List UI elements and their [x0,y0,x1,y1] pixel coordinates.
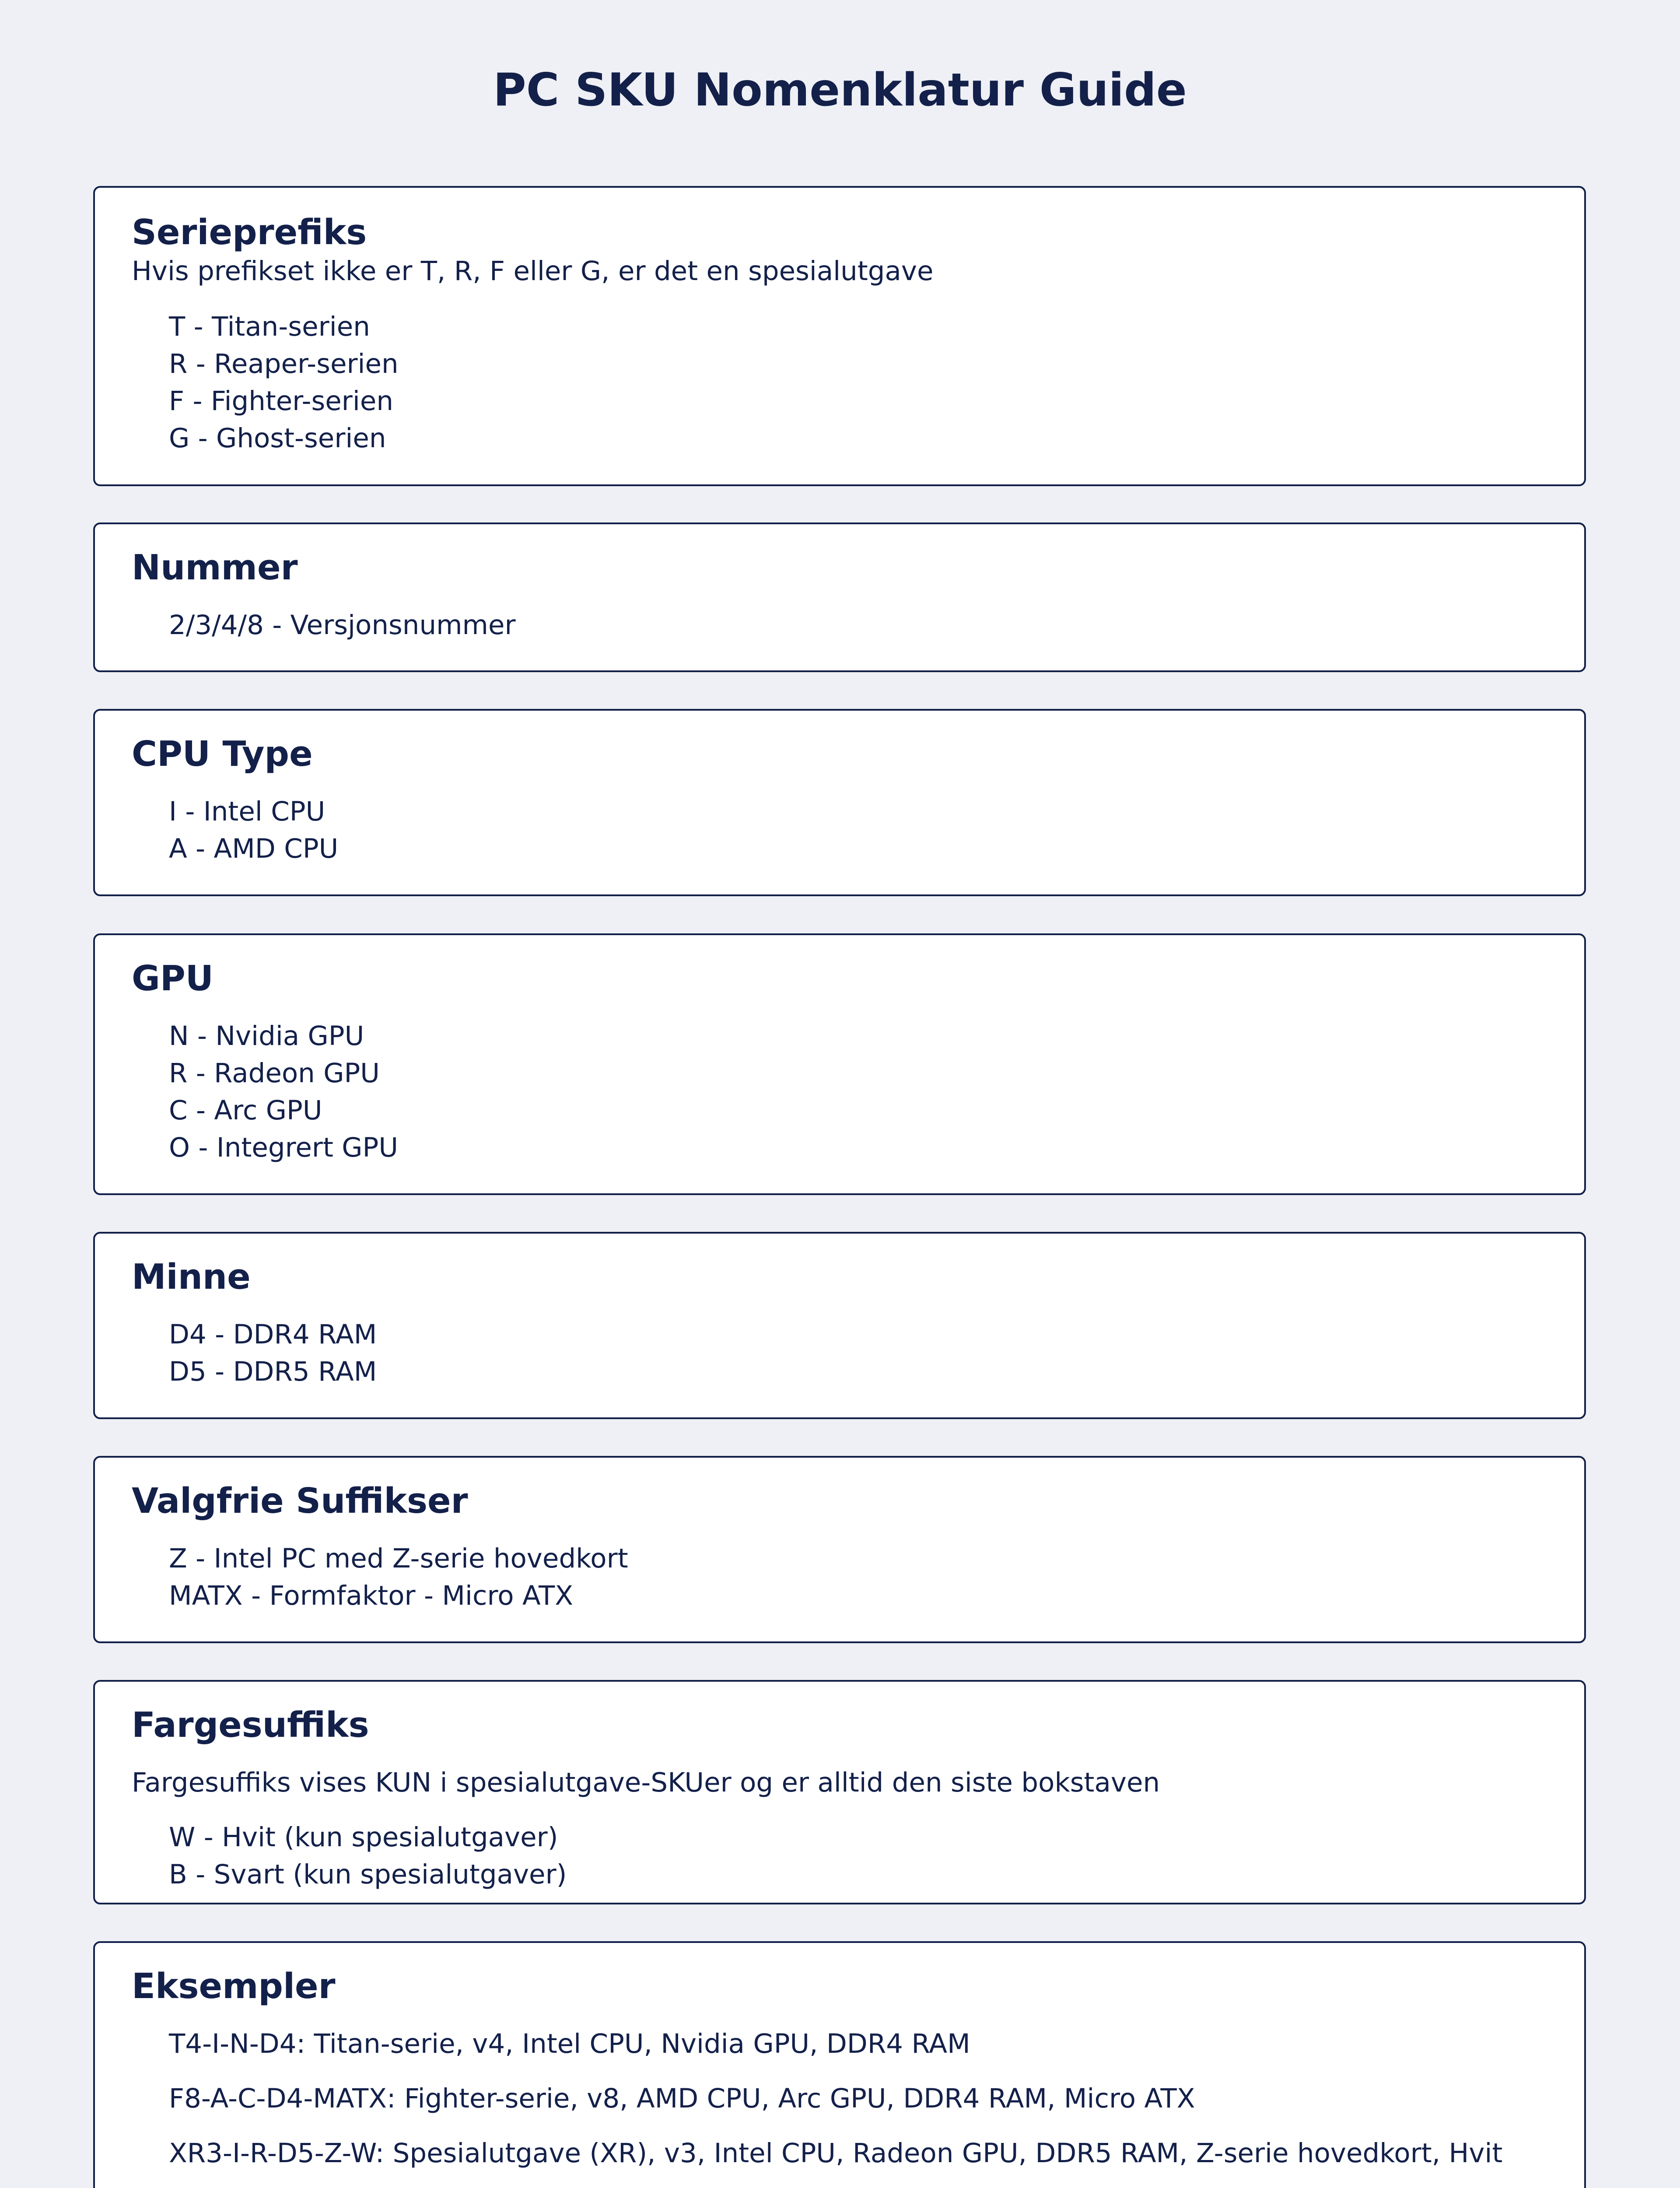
section-number [93,522,1586,672]
list-item: D4 - DDR4 RAM [169,1319,377,1350]
list-item: MATX - Formfaktor - Micro ATX [169,1580,574,1611]
section-optional-suffixes [93,1456,1586,1643]
list-item: 2/3/4/8 - Versjonsnummer [169,610,516,641]
section-title: Serieprefiks [132,212,367,252]
list-item: R - Reaper-serien [169,348,399,379]
page-title: PC SKU Nomenklatur Guide [493,64,1187,116]
section-title: Fargesuffiks [132,1705,369,1745]
example-item: F8-A-C-D4-MATX: Fighter-serie, v8, AMD CPU, Arc GPU, DDR4 RAM, Micro ATX [169,2083,1195,2114]
list-item: D5 - DDR5 RAM [169,1356,377,1387]
list-item: F - Fighter-serien [169,386,394,417]
section-memory [93,1232,1586,1419]
example-item: XR3-I-R-D5-Z-W: Spesialutgave (XR), v3, Intel CPU, Radeon GPU, DDR5 RAM, Z-serie hovedkort, Hvit [169,2138,1503,2169]
list-item: N - Nvidia GPU [169,1020,364,1052]
list-item: B - Svart (kun spesialutgaver) [169,1859,567,1890]
section-title: CPU Type [132,734,313,774]
section-title: Eksempler [132,1966,336,2006]
list-item: Z - Intel PC med Z-serie hovedkort [169,1543,628,1574]
section-color-suffix [93,1680,1586,1904]
list-item: O - Integrert GPU [169,1132,398,1163]
section-series-prefix [93,186,1586,486]
section-note: Fargesuffiks vises KUN i spesialutgave-SKUer og er alltid den siste bokstaven [132,1767,1160,1798]
list-item: I - Intel CPU [169,796,326,827]
list-item: C - Arc GPU [169,1095,322,1126]
section-cpu-type [93,709,1586,896]
section-title: Nummer [132,547,298,588]
section-title: Minne [132,1257,251,1297]
section-gpu [93,933,1586,1195]
list-item: T - Titan-serien [169,311,370,342]
section-note: Hvis prefikset ikke er T, R, F eller G, er det en spesialutgave [132,256,934,287]
list-item: G - Ghost-serien [169,423,386,454]
section-examples [93,1941,1586,2188]
example-item: T4-I-N-D4: Titan-serie, v4, Intel CPU, Nvidia GPU, DDR4 RAM [169,2028,970,2059]
list-item: W - Hvit (kun spesialutgaver) [169,1822,558,1853]
section-title: Valgfrie Suffikser [132,1481,468,1521]
list-item: A - AMD CPU [169,833,339,864]
section-title: GPU [132,958,214,999]
list-item: R - Radeon GPU [169,1058,380,1089]
